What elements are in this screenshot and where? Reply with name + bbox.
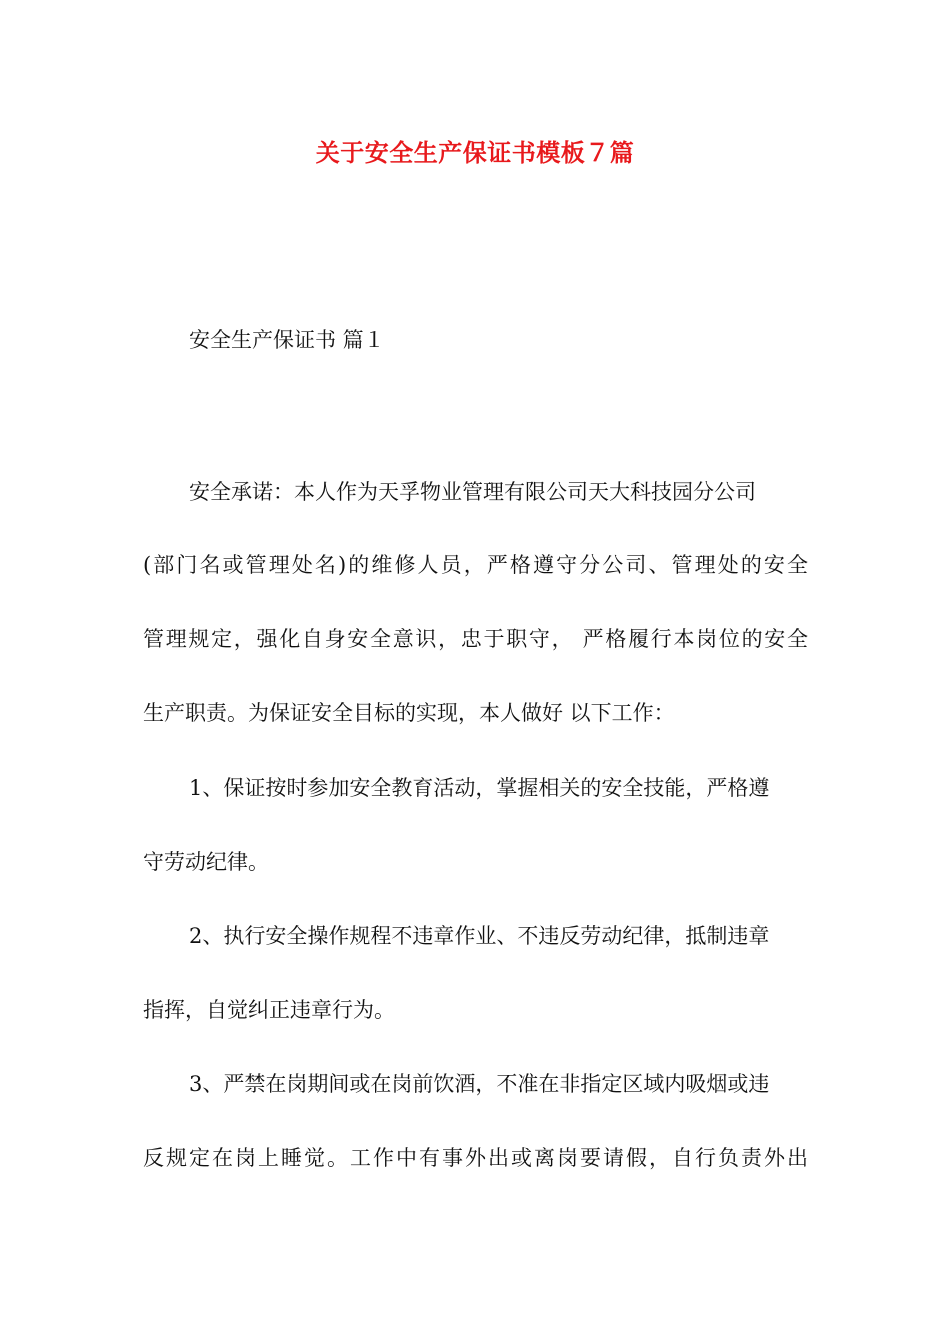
list-item-line: 反规定在岗上睡觉。工作中有事外出或离岗要请假，自行负责外出 — [143, 1146, 808, 1170]
paragraph-line: 安全承诺：本人作为天孚物业管理有限公司天大科技园分公司 — [189, 480, 756, 504]
list-item-line: 3、严禁在岗期间或在岗前饮酒，不准在非指定区域内吸烟或违 — [189, 1072, 770, 1096]
list-item-line: 指挥，自觉纠正违章行为。 — [143, 998, 395, 1022]
list-item-line: 守劳动纪律。 — [143, 850, 269, 874]
list-item-line: 2、执行安全操作规程不违章作业、不违反劳动纪律，抵制违章 — [189, 924, 770, 948]
paragraph-line: 管理规定，强化自身安全意识，忠于职守， 严格履行本岗位的安全 — [143, 627, 808, 651]
section-heading: 安全生产保证书 篇１ — [189, 328, 385, 352]
list-item-line: 1、保证按时参加安全教育活动，掌握相关的安全技能，严格遵 — [189, 776, 770, 800]
document-title: 关于安全生产保证书模板７篇 — [315, 138, 635, 167]
paragraph-line: (部门名或管理处名)的维修人员，严格遵守分公司、管理处的安全 — [143, 553, 808, 577]
paragraph-line: 生产职责。为保证安全目标的实现，本人做好 以下工作： — [143, 701, 675, 725]
